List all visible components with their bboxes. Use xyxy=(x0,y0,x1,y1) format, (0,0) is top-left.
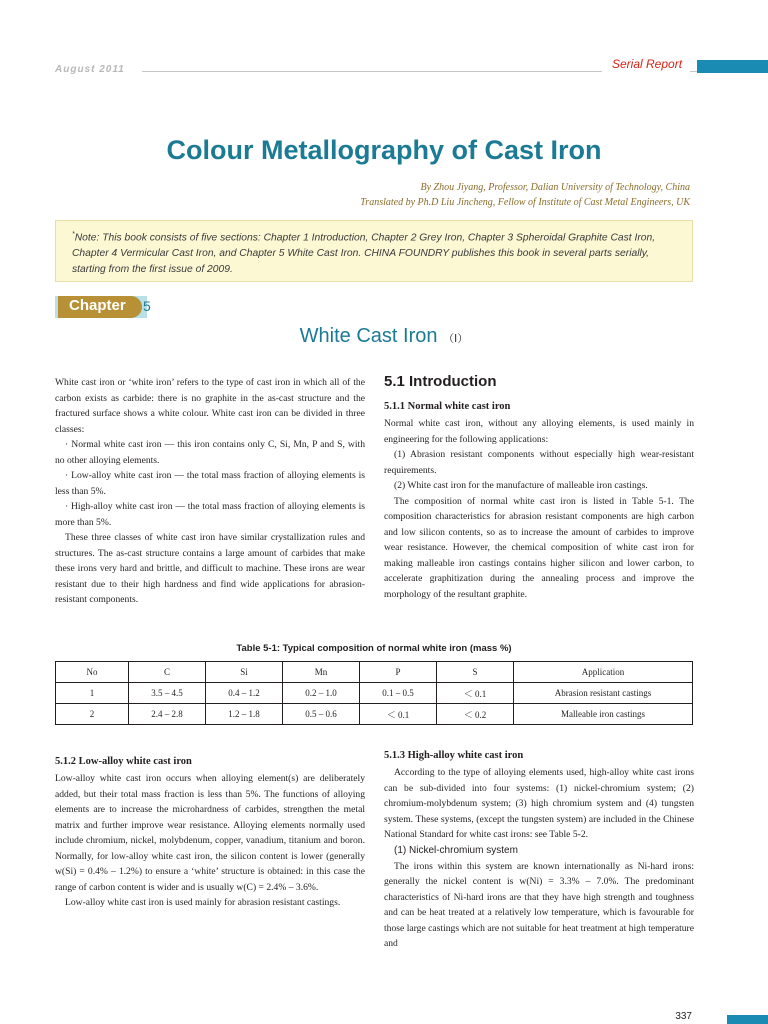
table-header-cell: Si xyxy=(206,662,283,683)
table-cell: ＜ 0.1 xyxy=(437,683,514,704)
table-cell: ＜ 0.1 xyxy=(360,704,437,725)
paragraph: The irons within this system are known internationally as Ni-hard irons: generally the nickel content is w(Ni) = 3.3% – 7.0%. The predominant characteristics of Ni-hard irons are that they have high strength and toughness and can be heat treated at a relatively low temperature, which is favourable for those large castings which are not suitable for heat treatment at high temperature and xyxy=(384,860,694,949)
chapter-label: Chapter xyxy=(69,297,126,314)
section-title-text: White Cast Iron xyxy=(299,325,438,347)
table-cell: 0.1 – 0.5 xyxy=(360,683,437,704)
right-column-high-alloy xyxy=(384,748,694,952)
left-column-intro xyxy=(55,375,365,608)
note-text: Note: This book consists of five sections: Chapter 1 Introduction, Chapter 2 Grey Iron, Chapter 3 Spheroidal Graphite Cast Iron, Chapter 4 Vermicular Cast Iron, and Chapter 5 White Cast Iron. CHINA FOUNDRY publishes this book in several parts serially, starting from the first issue of 2009. xyxy=(72,232,656,276)
subsection-heading: 5.1.2 Low-alloy white cast iron xyxy=(55,756,192,767)
table-header-cell: S xyxy=(437,662,514,683)
table-cell: 0.5 – 0.6 xyxy=(283,704,360,725)
paragraph: (1) Abrasion resistant components without especially high wear-resistant requirements. xyxy=(384,449,694,476)
paragraph: Low-alloy white cast iron is used mainly for abrasion resistant castings. xyxy=(65,897,341,908)
footer-accent-bar xyxy=(727,1015,768,1024)
paragraph: · Normal white cast iron — this iron contains only C, Si, Mn, P and S, with no other alloying elements. xyxy=(55,439,365,466)
paragraph: According to the type of alloying elements used, high-alloy white cast irons can be sub-divided into four systems: (1) nickel-chromium system; (2) chromium-molybdenum system; (3) high chromium system and (4) tungsten system. These systems, (except the tungsten system) are included in the Chinese National Standard for white cast irons: see Table 5-2. xyxy=(384,767,694,840)
table-cell: Malleable iron castings xyxy=(514,704,693,725)
note-mark: * xyxy=(72,231,75,238)
paragraph: (2) White cast iron for the manufacture of malleable iron castings. xyxy=(394,480,648,491)
table-header-cell: Mn xyxy=(283,662,360,683)
issue-date: August 2011 xyxy=(55,64,125,75)
translator-byline: Translated by Ph.D Liu Jincheng, Fellow of Institute of Cast Metal Engineers, UK xyxy=(360,197,690,208)
table-row xyxy=(56,704,693,725)
section-heading: 5.1 Introduction xyxy=(384,373,497,390)
table-header-cell: P xyxy=(360,662,437,683)
table-header-row xyxy=(56,662,693,683)
paragraph: These three classes of white cast iron have similar crystallization rules and structures. The as-cast structure contains a large amount of carbides that make these irons very hard and brittle, and difficult to machine. These irons are wear resistant due to their high hardness and find wide applications for abrasion-resistant components. xyxy=(55,532,365,605)
paragraph: White cast iron or ‘white iron’ refers to the type of cast iron in which all of the carbon exists as carbide: there is no graphite in the as-cast structure and the fractured surface shows a white colour. White cast iron can be divided in three classes: xyxy=(55,377,365,435)
subsection-heading: 5.1.3 High-alloy white cast iron xyxy=(384,750,524,761)
table-cell: 2.4 – 2.8 xyxy=(129,704,206,725)
page-number: 337 xyxy=(675,1011,692,1022)
chapter-number: 5 xyxy=(143,298,151,314)
table-cell: 1 xyxy=(56,683,129,704)
table-caption: Table 5-1: Typical composition of normal white iron (mass %) xyxy=(236,643,512,654)
table-cell: 0.4 – 1.2 xyxy=(206,683,283,704)
author-byline: By Zhou Jiyang, Professor, Dalian University of Technology, China xyxy=(420,182,690,193)
section-part: （Ⅰ） xyxy=(443,333,469,345)
table-header-cell: Application xyxy=(514,662,693,683)
paragraph: Normal white cast iron, without any alloying elements, is used mainly in engineering for the following applications: xyxy=(384,418,694,445)
header-accent-bar xyxy=(697,60,768,73)
paragraph: Low-alloy white cast iron occurs when alloying element(s) are deliberately added, but their total mass fraction is less than 5%. The functions of alloying elements are to increase the microhardness of carbides, strengthen the metal matrix and further improve wear resistance. Alloying elements normally used include chromium, nickel, molybdenum, copper, vanadium, titanium and boron. Normally, for low-alloy white cast iron, the silicon content is lower (generally w(Si) = 0.4% – 1.2%) to ensure a ‘white’ structure is obtained: in this case the range of carbon content is wider and is usually w(C) = 2.4% – 3.6%. xyxy=(55,773,365,893)
article-title: Colour Metallography of Cast Iron xyxy=(166,135,602,165)
section-title xyxy=(0,325,768,348)
left-column-low-alloy xyxy=(55,754,365,911)
table-cell: ＜ 0.2 xyxy=(437,704,514,725)
subsection-heading: 5.1.1 Normal white cast iron xyxy=(384,401,511,412)
header-rule xyxy=(142,71,602,72)
table-row xyxy=(56,683,693,704)
table-cell: 1.2 – 1.8 xyxy=(206,704,283,725)
note-box xyxy=(55,220,693,282)
table-cell: Abrasion resistant castings xyxy=(514,683,693,704)
paragraph: · High-alloy white cast iron — the total mass fraction of alloying elements is more than 5%. xyxy=(55,501,365,528)
paragraph: · Low-alloy white cast iron — the total mass fraction of alloying elements is less than 5%. xyxy=(55,470,365,497)
paragraph: The composition of normal white cast iron is listed in Table 5-1. The composition characteristics for abrasion resistant components are high carbon and low silicon contents, so as to increase the amount of carbides to improve wear resistance. However, the chemical composition of white cast iron for making malleable iron castings contains higher silicon and lower carbon, to accelerate graphitization during the annealing process and improve the morphology of the resultant graphite. xyxy=(384,495,694,600)
table-header-cell: No xyxy=(56,662,129,683)
composition-table xyxy=(55,661,693,725)
series-label: Serial Report xyxy=(612,57,683,71)
table-header-cell: C xyxy=(129,662,206,683)
table-cell: 2 xyxy=(56,704,129,725)
table-cell: 3.5 – 4.5 xyxy=(129,683,206,704)
table-cell: 0.2 – 1.0 xyxy=(283,683,360,704)
subsubsection-heading: (1) Nickel-chromium system xyxy=(394,844,518,856)
right-column-intro xyxy=(384,373,694,602)
